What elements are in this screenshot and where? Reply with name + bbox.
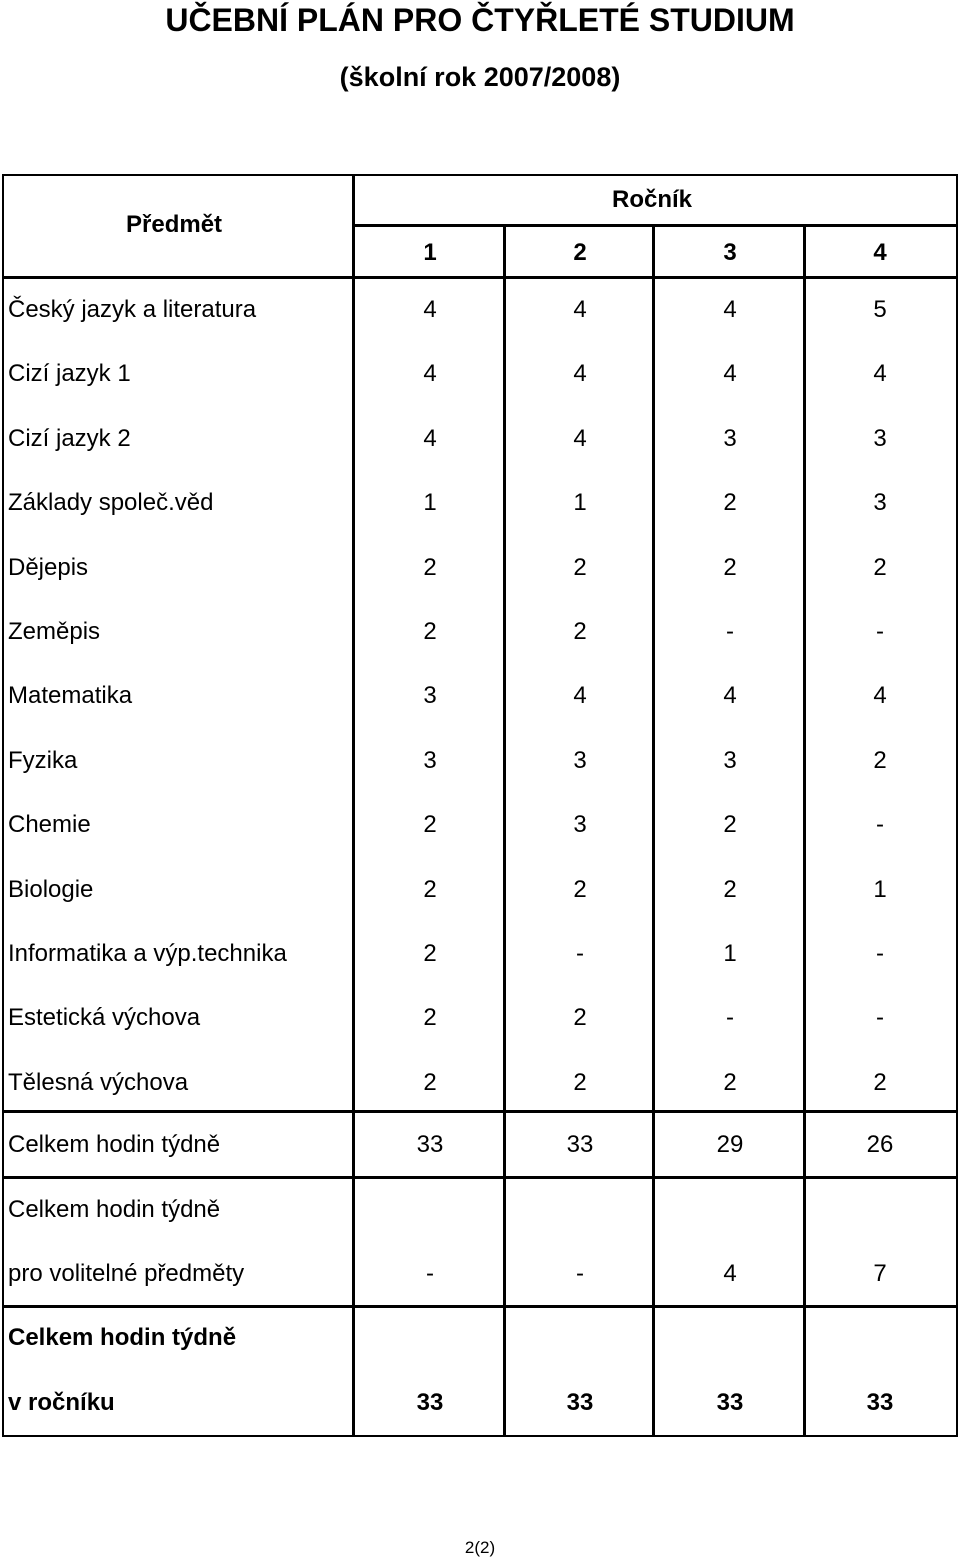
hours-cell: 2 (423, 618, 437, 645)
elective-value: 7 (873, 1260, 887, 1287)
subject-name: Estetická výchova (8, 1004, 201, 1031)
hours-cell: 4 (723, 682, 737, 709)
hours-cell: 3 (573, 811, 587, 838)
hours-cell: 2 (723, 489, 737, 516)
hours-cell: - (726, 618, 734, 645)
total-weekly-value: 33 (416, 1131, 444, 1158)
hours-cell: 1 (873, 876, 887, 903)
rule-col-3 (652, 226, 655, 1436)
hours-cell: 2 (573, 1069, 587, 1096)
page-number: 2(2) (464, 1538, 496, 1557)
subject-name: Cizí jazyk 1 (8, 360, 131, 387)
hours-cell: 5 (873, 296, 887, 323)
hours-cell: 2 (873, 1069, 887, 1096)
hours-cell: 2 (723, 554, 737, 581)
hours-cell: 4 (423, 425, 437, 452)
hours-cell: 2 (423, 1069, 437, 1096)
subject-name: Biologie (8, 876, 94, 903)
header-year-4: 4 (873, 239, 887, 266)
hours-cell: 3 (423, 682, 437, 709)
hours-cell: 2 (873, 747, 887, 774)
hours-cell: 4 (873, 682, 887, 709)
hours-cell: 2 (573, 618, 587, 645)
hours-cell: - (876, 618, 884, 645)
hours-cell: 1 (423, 489, 437, 516)
subject-name: Fyzika (8, 747, 78, 774)
header-subject: Předmět (126, 211, 223, 238)
header-year-1: 1 (423, 239, 437, 266)
elective-label-line1: Celkem hodin týdně (8, 1196, 221, 1223)
grade-total-value: 33 (416, 1389, 444, 1416)
header-year-3: 3 (723, 239, 737, 266)
subject-name: Tělesná výchova (8, 1069, 189, 1096)
curriculum-table (2, 174, 958, 1437)
hours-cell: 3 (723, 747, 737, 774)
subject-name: Dějepis (8, 554, 89, 581)
grade-total-label-line1: Celkem hodin týdně (8, 1324, 237, 1351)
header-year-group: Ročník (612, 186, 693, 213)
hours-cell: 4 (573, 296, 587, 323)
hours-cell: - (876, 811, 884, 838)
subject-name: Český jazyk a literatura (8, 296, 257, 323)
grade-total-value: 33 (716, 1389, 744, 1416)
elective-value: 4 (723, 1260, 737, 1287)
hours-cell: 1 (723, 940, 737, 967)
hours-cell: 2 (423, 811, 437, 838)
grade-total-label-line2: v ročníku (8, 1389, 115, 1416)
hours-cell: 3 (423, 747, 437, 774)
hours-cell: 3 (873, 489, 887, 516)
subject-name: Cizí jazyk 2 (8, 425, 131, 452)
hours-cell: 4 (723, 360, 737, 387)
hours-cell: - (876, 1004, 884, 1031)
rule-col-subject (352, 176, 355, 1436)
grade-total-value: 33 (866, 1389, 894, 1416)
subject-name: Chemie (8, 811, 91, 838)
hours-cell: 2 (573, 554, 587, 581)
hours-cell: 4 (573, 360, 587, 387)
subject-name: Informatika a výp.technika (8, 940, 287, 967)
total-weekly-label: Celkem hodin týdně (8, 1131, 221, 1158)
total-weekly-value: 29 (716, 1131, 744, 1158)
grade-total-value: 33 (566, 1389, 594, 1416)
elective-label-line2: pro volitelné předměty (8, 1260, 245, 1287)
hours-cell: 4 (573, 682, 587, 709)
hours-cell: 2 (723, 876, 737, 903)
hours-cell: 4 (873, 360, 887, 387)
subject-name: Matematika (8, 682, 133, 709)
rule-before-grade-total (2, 1305, 958, 1308)
document-title: UČEBNÍ PLÁN PRO ČTYŘLETÉ STUDIUM (165, 2, 795, 38)
hours-cell: - (726, 1004, 734, 1031)
hours-cell: 2 (423, 554, 437, 581)
rule-ročník-under (354, 224, 956, 227)
rule-col-2 (503, 226, 506, 1436)
hours-cell: 4 (423, 296, 437, 323)
hours-cell: 2 (873, 554, 887, 581)
hours-cell: 2 (723, 1069, 737, 1096)
subject-name: Zeměpis (8, 618, 101, 645)
hours-cell: 2 (423, 1004, 437, 1031)
rule-header-bottom (2, 276, 958, 279)
rule-before-elective (2, 1176, 958, 1179)
hours-cell: 4 (723, 296, 737, 323)
header-year-2: 2 (573, 239, 587, 266)
hours-cell: 3 (723, 425, 737, 452)
hours-cell: 1 (573, 489, 587, 516)
hours-cell: 2 (423, 940, 437, 967)
hours-cell: 2 (423, 876, 437, 903)
hours-cell: 4 (573, 425, 587, 452)
elective-value: - (426, 1260, 434, 1287)
subject-name: Základy společ.věd (8, 489, 214, 516)
hours-cell: 2 (573, 1004, 587, 1031)
total-weekly-value: 33 (566, 1131, 594, 1158)
hours-cell: 2 (723, 811, 737, 838)
rule-col-4 (803, 226, 806, 1436)
rule-before-total (2, 1110, 958, 1113)
hours-cell: 3 (573, 747, 587, 774)
hours-cell: 3 (873, 425, 887, 452)
hours-cell: 4 (423, 360, 437, 387)
hours-cell: - (876, 940, 884, 967)
document-subtitle: (školní rok 2007/2008) (339, 62, 621, 92)
elective-value: - (576, 1260, 584, 1287)
total-weekly-value: 26 (866, 1131, 894, 1158)
hours-cell: 2 (573, 876, 587, 903)
hours-cell: - (576, 940, 584, 967)
